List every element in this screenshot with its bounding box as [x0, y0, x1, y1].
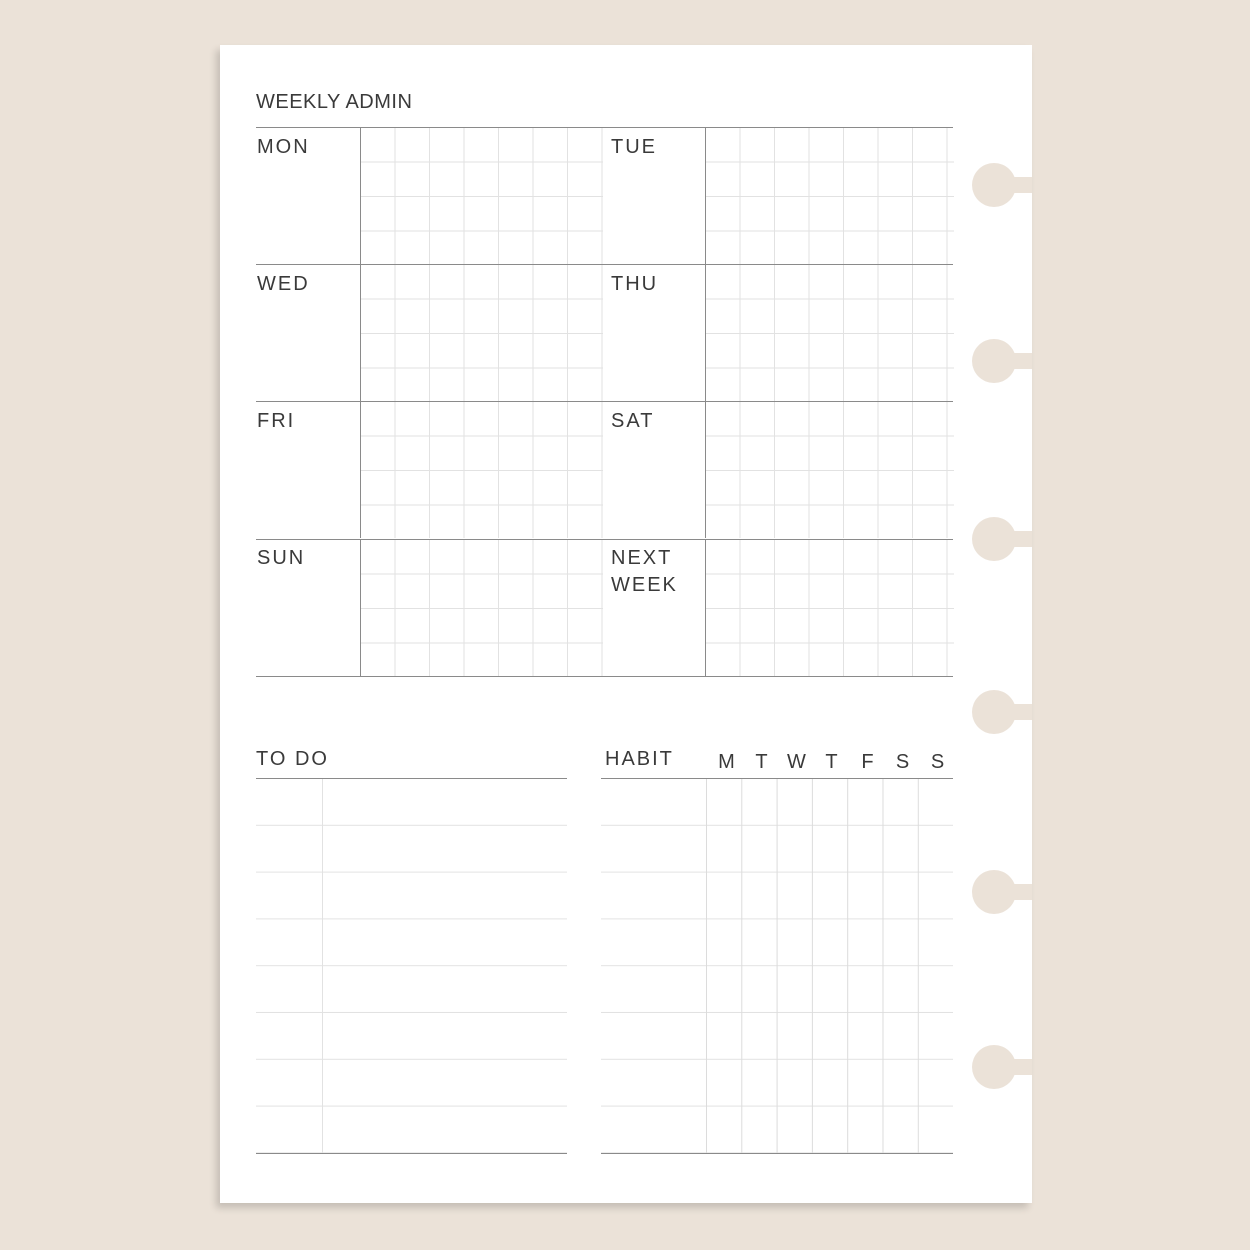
habit-day-label: M	[718, 751, 735, 773]
day-label-wed: WED	[257, 273, 310, 295]
habit-day-label: F	[861, 751, 874, 773]
habit-day-label: T	[755, 751, 768, 773]
notes-grid[interactable]	[705, 540, 954, 676]
day-label-fri: FRI	[257, 410, 296, 432]
week-row	[256, 539, 953, 677]
habit-title: HABIT	[605, 748, 674, 770]
habit-day-label: T	[825, 751, 838, 773]
binding-notch	[972, 163, 1032, 207]
habit-day-label: S	[930, 751, 945, 773]
habit-day-label: W	[787, 751, 806, 773]
week-row	[256, 401, 953, 538]
binding-notch	[972, 339, 1032, 383]
todo-checkbox-column	[322, 779, 323, 1153]
week-row	[256, 127, 953, 264]
day-label-next: NEXT	[611, 547, 673, 569]
notes-grid[interactable]	[360, 402, 603, 538]
todo-list[interactable]	[256, 778, 567, 1154]
week-row	[256, 264, 953, 401]
notes-grid[interactable]	[705, 402, 954, 538]
day-label-sat: SAT	[611, 410, 655, 432]
binding-notch	[972, 1045, 1032, 1089]
notes-grid[interactable]	[360, 265, 603, 401]
page-title: WEEKLY ADMIN	[256, 91, 413, 113]
day-label-tue: TUE	[611, 136, 657, 158]
notes-grid[interactable]	[360, 128, 603, 264]
planner-page	[220, 45, 1032, 1203]
binding-notch	[972, 690, 1032, 734]
habit-day-label: S	[895, 751, 910, 773]
notes-grid[interactable]	[360, 540, 603, 676]
notes-grid[interactable]	[705, 128, 954, 264]
habit-tracker[interactable]	[601, 778, 953, 1154]
week-grid	[256, 127, 953, 677]
binding-notch	[972, 517, 1032, 561]
day-label-mon: MON	[257, 136, 310, 158]
day-label-sun: SUN	[257, 547, 306, 569]
day-label-thu: THU	[611, 273, 659, 295]
day-label-week: WEEK	[611, 574, 678, 596]
notes-grid[interactable]	[705, 265, 954, 401]
todo-title: TO DO	[256, 748, 329, 770]
habit-grid[interactable]	[706, 779, 953, 1153]
binding-notch	[972, 870, 1032, 914]
